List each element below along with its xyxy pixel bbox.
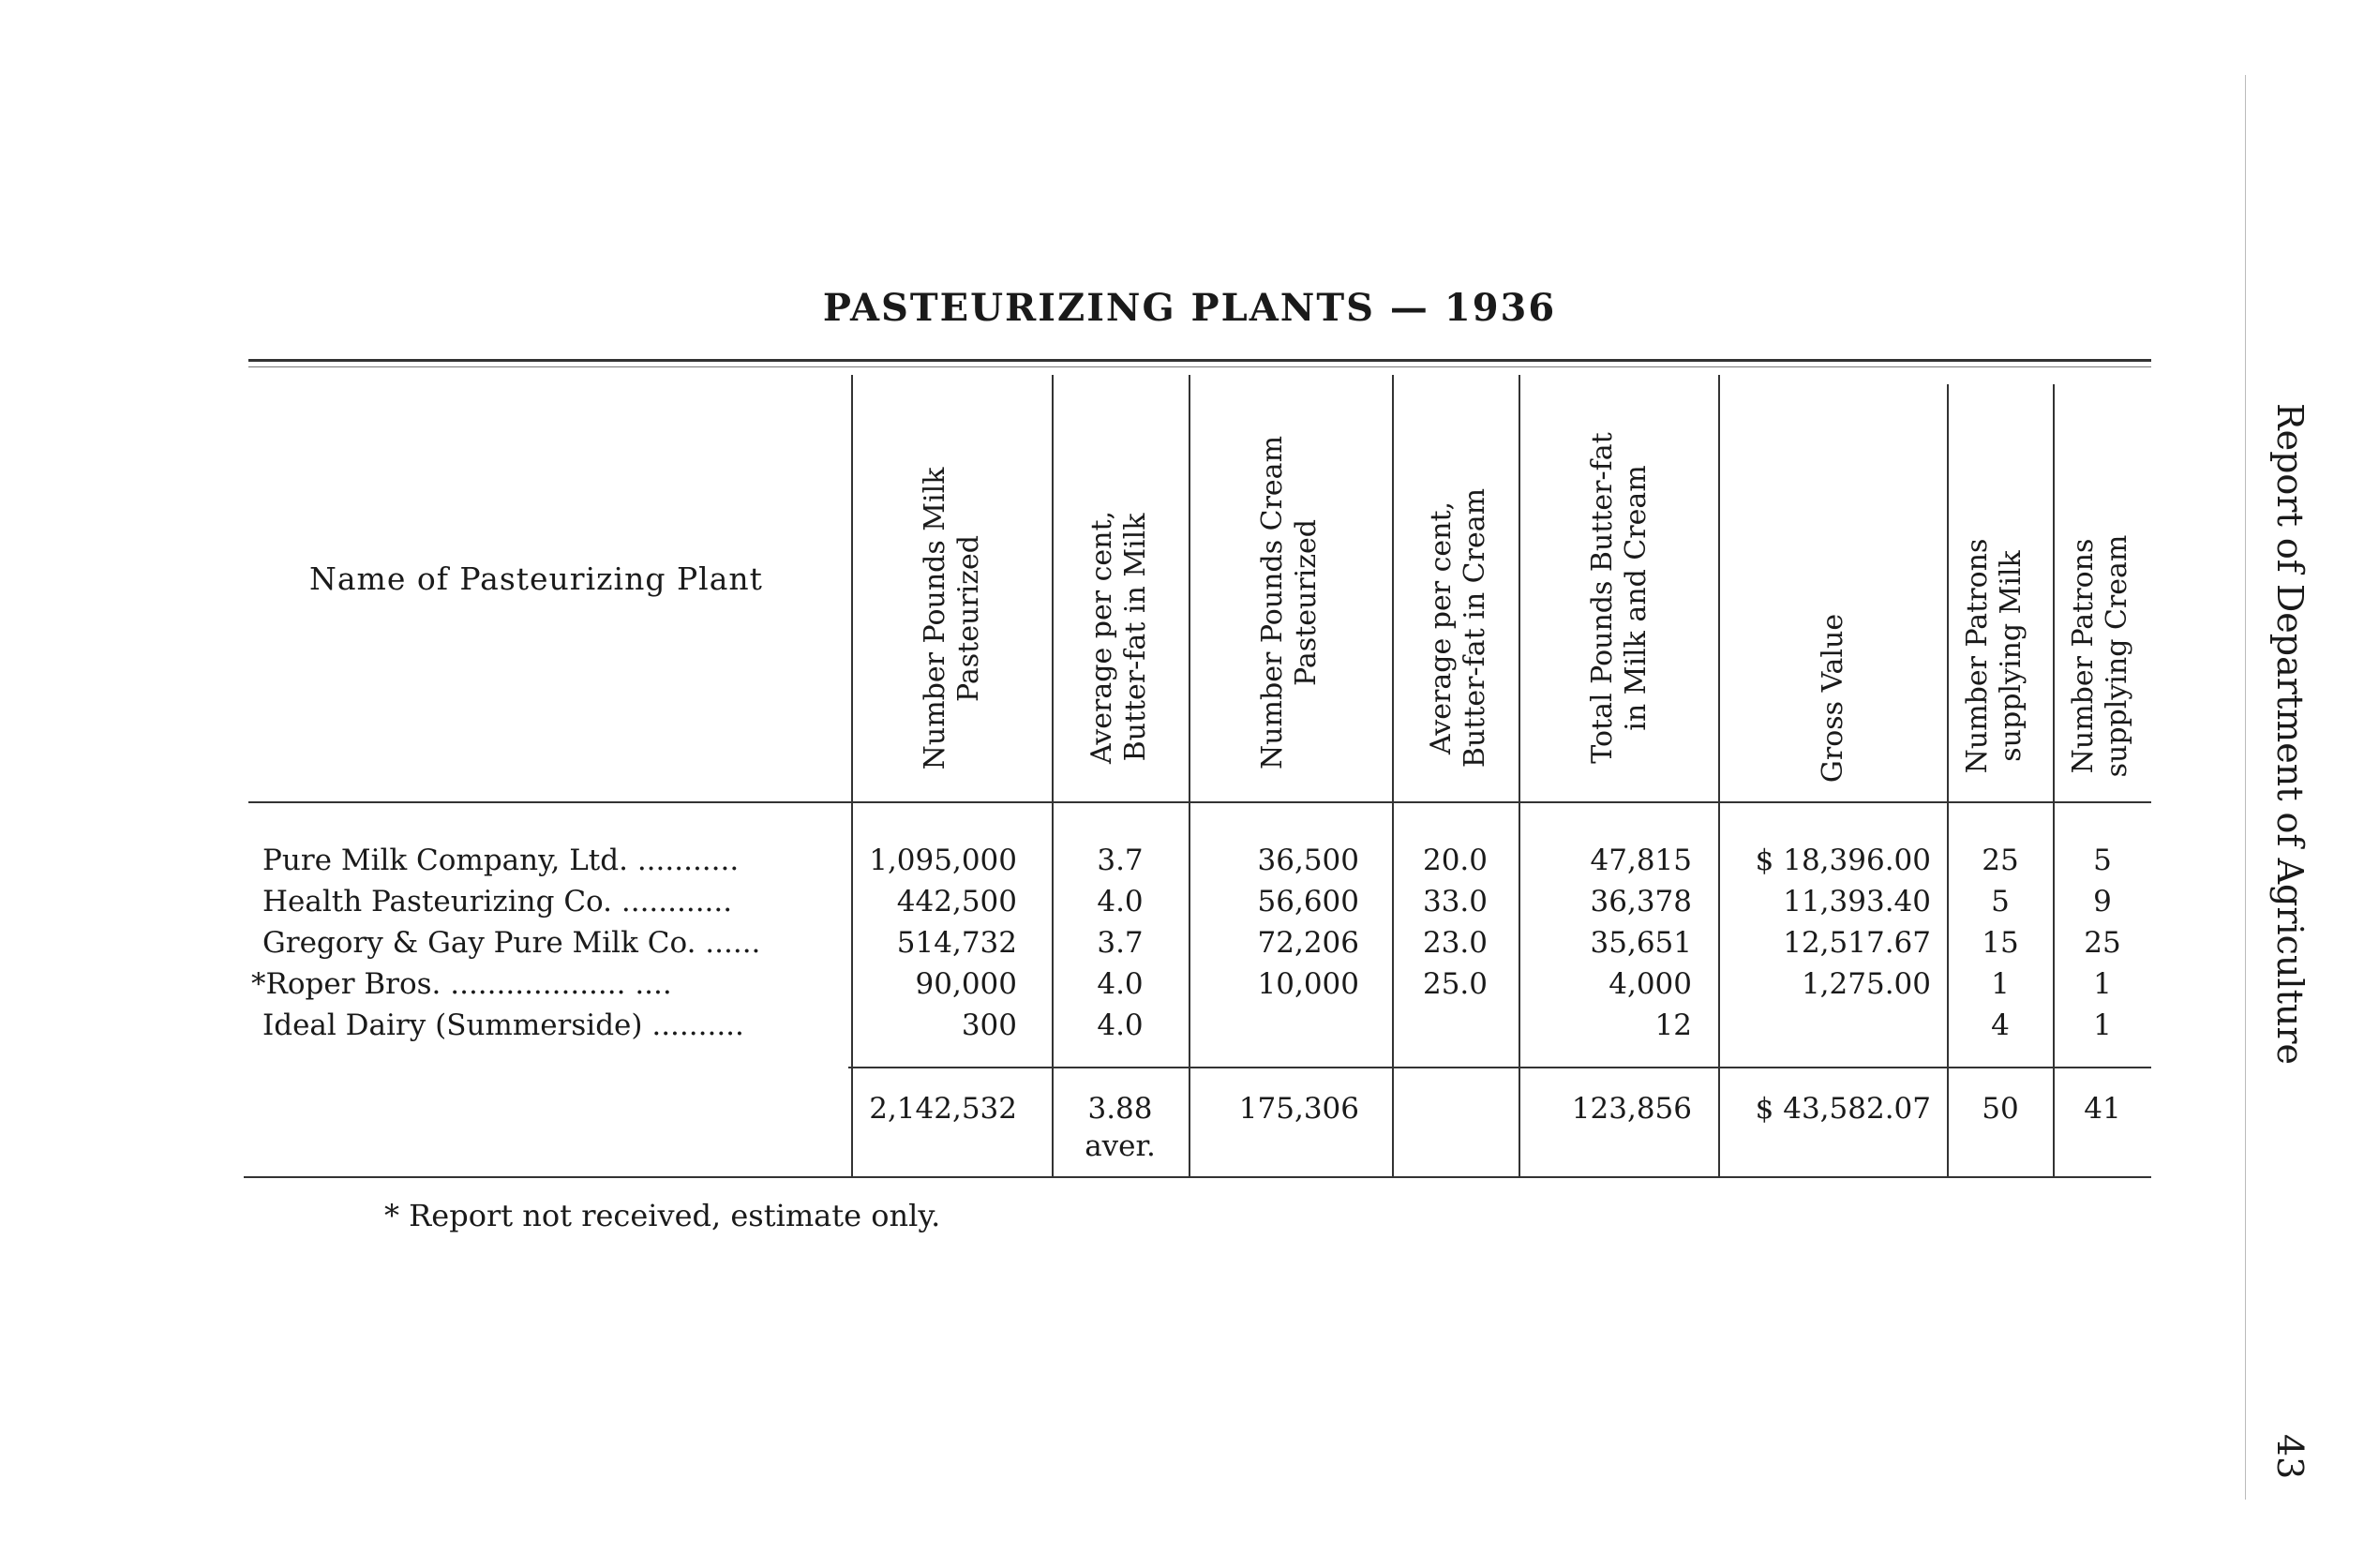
bottom-rule — [244, 1176, 2151, 1178]
col-divider — [1052, 375, 1054, 1176]
cell-milk: 1,095,000 — [869, 844, 1017, 877]
cell-patrons-milk: 5 — [1991, 885, 2010, 918]
table-row — [0, 926, 2379, 967]
column-header-milk-butterfat: Average per cent, Butter-fat in Milk — [1085, 510, 1152, 765]
cell-patrons-cream: 9 — [2093, 885, 2112, 918]
cell-milk-fat: 4.0 — [1097, 967, 1144, 1001]
column-header-milk-pounds: Number Pounds Milk Pasteurized — [919, 467, 985, 770]
top-rule-thin — [248, 366, 2151, 367]
column-header-cream-butterfat: Average per cent, Butter-fat in Cream — [1425, 487, 1491, 769]
cell-patrons-cream: 1 — [2093, 967, 2112, 1001]
col-divider — [1392, 375, 1394, 1176]
column-header-cream-pounds: Number Pounds Cream Pasteurized — [1256, 435, 1323, 770]
cell-patrons-milk: 1 — [1991, 967, 2010, 1001]
page-title: PASTEURIZING PLANTS — 1936 — [822, 286, 1557, 330]
cell-patrons-milk: 4 — [1991, 1008, 2010, 1042]
cell-patrons-cream: 1 — [2093, 1008, 2112, 1042]
margin-rule — [2245, 75, 2246, 1500]
total-milk-fat-note: aver. — [1085, 1129, 1156, 1163]
col-divider — [851, 375, 853, 1176]
cell-gross: 1,275.00 — [1801, 967, 1931, 1001]
plant-name: Health Pasteurizing Co. ............ — [262, 885, 733, 918]
cell-patrons-cream: 5 — [2093, 844, 2112, 877]
plant-name: Ideal Dairy (Summerside) .......... — [262, 1008, 744, 1042]
total-gross: $ 43,582.07 — [1755, 1092, 1931, 1126]
cell-cream-fat: 23.0 — [1422, 926, 1489, 960]
table-row — [0, 844, 2379, 885]
header-rule — [248, 801, 2151, 803]
column-header-gross-value: Gross Value — [1817, 613, 1849, 784]
cell-cream: 36,500 — [1257, 844, 1359, 877]
top-rule — [248, 359, 2151, 362]
cell-patrons-milk: 15 — [1982, 926, 2019, 960]
cell-cream-fat: 25.0 — [1422, 967, 1489, 1001]
footnote: * Report not received, estimate only. — [384, 1198, 941, 1233]
cell-milk-fat: 3.7 — [1097, 926, 1144, 960]
column-header-name: Name of Pasteurizing Plant — [309, 560, 763, 597]
column-header-total-butterfat: Total Pounds Butter-fat in Milk and Cream — [1586, 432, 1653, 764]
cell-milk: 442,500 — [896, 885, 1017, 918]
cell-cream: 10,000 — [1257, 967, 1359, 1001]
total-cream: 175,306 — [1238, 1092, 1359, 1126]
total-butterfat: 123,856 — [1571, 1092, 1692, 1126]
col-divider — [2053, 384, 2055, 1176]
cell-milk: 90,000 — [915, 967, 1017, 1001]
cell-milk-fat: 3.7 — [1097, 844, 1144, 877]
cell-total-fat: 35,651 — [1590, 926, 1692, 960]
cell-gross: 11,393.40 — [1783, 885, 1931, 918]
cell-gross: $ 18,396.00 — [1755, 844, 1931, 877]
cell-cream: 72,206 — [1257, 926, 1359, 960]
col-divider — [1718, 375, 1720, 1176]
cell-patrons-milk: 25 — [1982, 844, 2019, 877]
total-patrons-cream: 41 — [2084, 1092, 2121, 1126]
table-row — [0, 1008, 2379, 1050]
column-header-patrons-cream: Number Patrons supplying Cream — [2067, 534, 2133, 778]
cell-patrons-cream: 25 — [2084, 926, 2121, 960]
page-number: 43 — [2269, 1434, 2311, 1480]
plant-name: Gregory & Gay Pure Milk Co. ...... — [262, 926, 761, 960]
cell-milk: 514,732 — [896, 926, 1017, 960]
cell-total-fat: 47,815 — [1590, 844, 1692, 877]
total-patrons-milk: 50 — [1982, 1092, 2019, 1126]
cell-cream-fat: 20.0 — [1422, 844, 1489, 877]
col-divider — [1519, 375, 1520, 1176]
cell-cream: 56,600 — [1257, 885, 1359, 918]
plant-name: *Roper Bros. ................... .... — [251, 967, 672, 1001]
column-header-patrons-milk: Number Patrons supplying Milk — [1961, 538, 2027, 774]
cell-milk: 300 — [961, 1008, 1017, 1042]
col-divider — [1189, 375, 1190, 1176]
cell-milk-fat: 4.0 — [1097, 1008, 1144, 1042]
total-rule — [848, 1067, 2151, 1068]
col-divider — [1947, 384, 1949, 1176]
total-milk: 2,142,532 — [869, 1092, 1017, 1126]
table-row — [0, 967, 2379, 1008]
cell-gross: 12,517.67 — [1783, 926, 1931, 960]
cell-total-fat: 12 — [1654, 1008, 1692, 1042]
cell-cream-fat: 33.0 — [1422, 885, 1489, 918]
total-milk-fat: 3.88 — [1087, 1092, 1153, 1126]
totals-row — [0, 1092, 2379, 1176]
running-head: Report of Department of Agriculture — [2269, 403, 2311, 1065]
cell-milk-fat: 4.0 — [1097, 885, 1144, 918]
plant-name: Pure Milk Company, Ltd. ........... — [262, 844, 740, 877]
cell-total-fat: 36,378 — [1590, 885, 1692, 918]
cell-total-fat: 4,000 — [1608, 967, 1692, 1001]
table-row — [0, 885, 2379, 926]
